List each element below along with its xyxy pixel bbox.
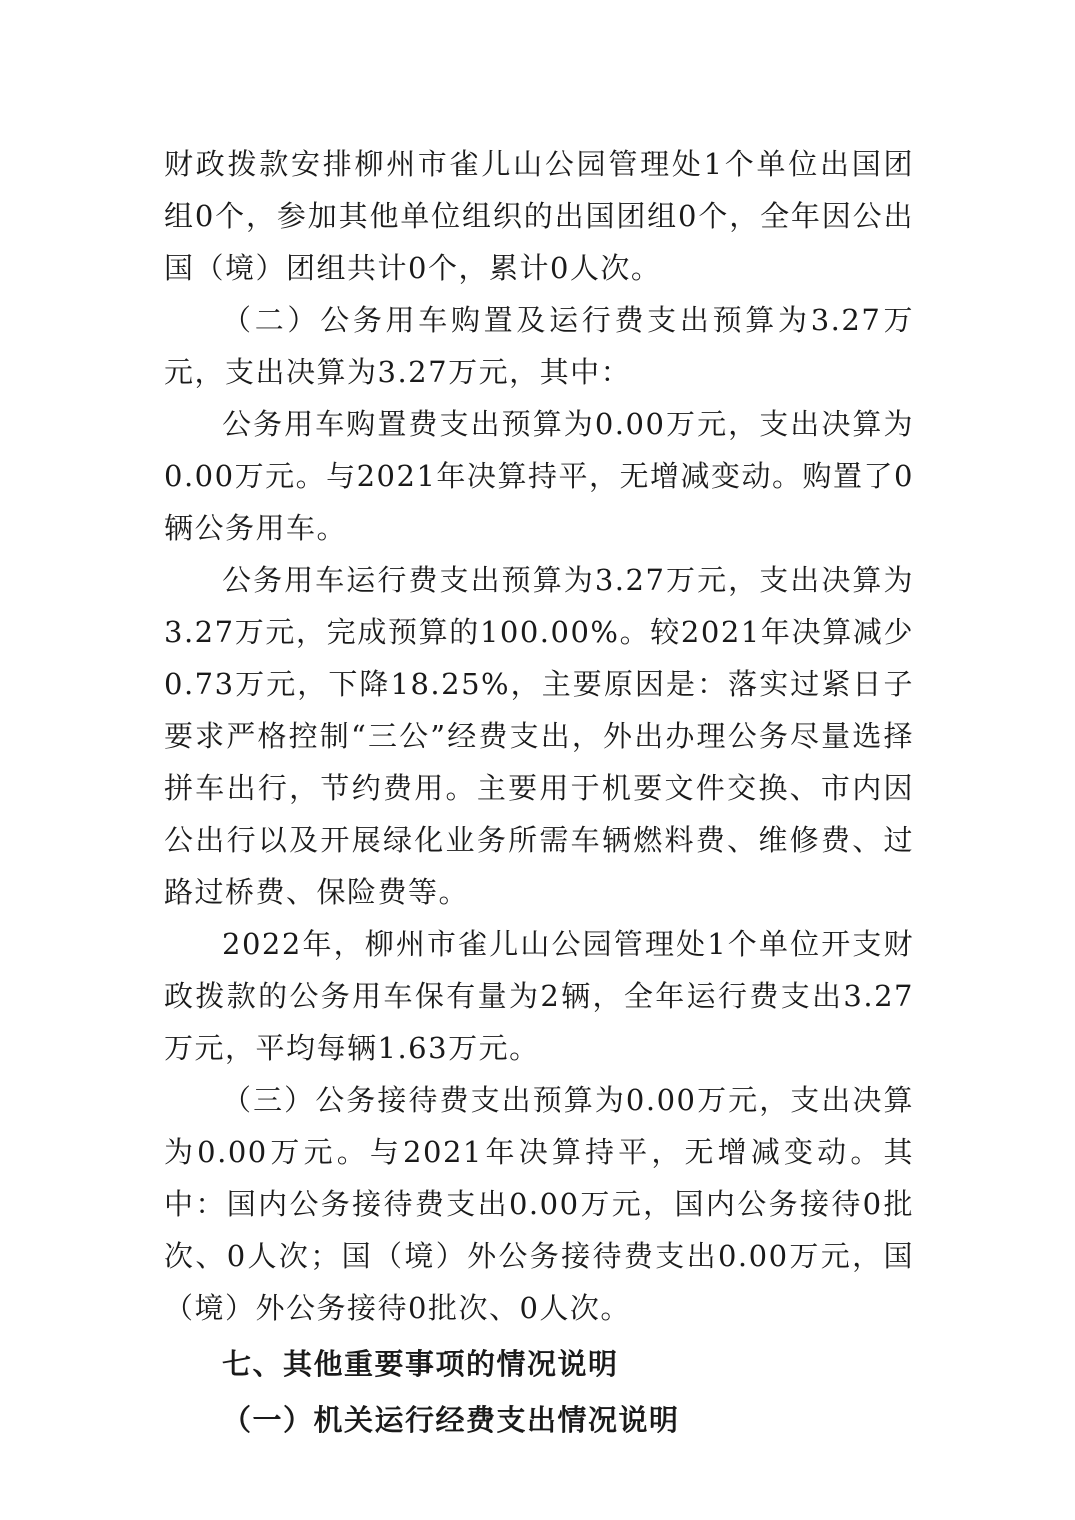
paragraph-vehicle-holdings: 2022年，柳州市雀儿山公园管理处1个单位开支财政拨款的公务用车保有量为2辆，全年运行费支出3.27万元，平均每辆1.63万元。 <box>164 927 914 1065</box>
paragraph-vehicle-operation: 公务用车运行费支出预算为3.27万元，支出决算为3.27万元，完成预算的100.00%。较2021年决算减少0.73万元，下降18.25%，主要原因是：落实过紧日子要求严格控制“三公”经费支出，外出办理公务尽量选择拼车出行，节约费用。主要用于机要文件交换、市内因公出行以及开展绿化业务所需车辆燃料费、维修费、过路过桥费、保险费等。 <box>164 563 914 909</box>
paragraph-vehicle-purchase: 公务用车购置费支出预算为0.00万元，支出决算为0.00万元。与2021年决算持平，无增减变动。购置了0辆公务用车。 <box>164 407 914 545</box>
paragraph-outbound-groups: 财政拨款安排柳州市雀儿山公园管理处1个单位出国团组0个，参加其他单位组织的出国团组0个，全年因公出国（境）团组共计0个，累计0人次。 <box>164 147 914 285</box>
paragraph-reception: （三）公务接待费支出预算为0.00万元，支出决算为0.00万元。与2021年决算持平，无增减变动。其中：国内公务接待费支出0.00万元，国内公务接待0批次、0人次；国（境）外公务接待费支出0.00万元，国（境）外公务接待0批次、0人次。 <box>164 1083 914 1325</box>
paragraph-vehicle-summary: （二）公务用车购置及运行费支出预算为3.27万元，支出决算为3.27万元，其中： <box>164 303 914 389</box>
subsection-heading: （一）机关运行经费支出情况说明 <box>222 1403 680 1437</box>
section-heading: 七、其他重要事项的情况说明 <box>222 1347 619 1381</box>
document-body <box>164 138 914 1448</box>
